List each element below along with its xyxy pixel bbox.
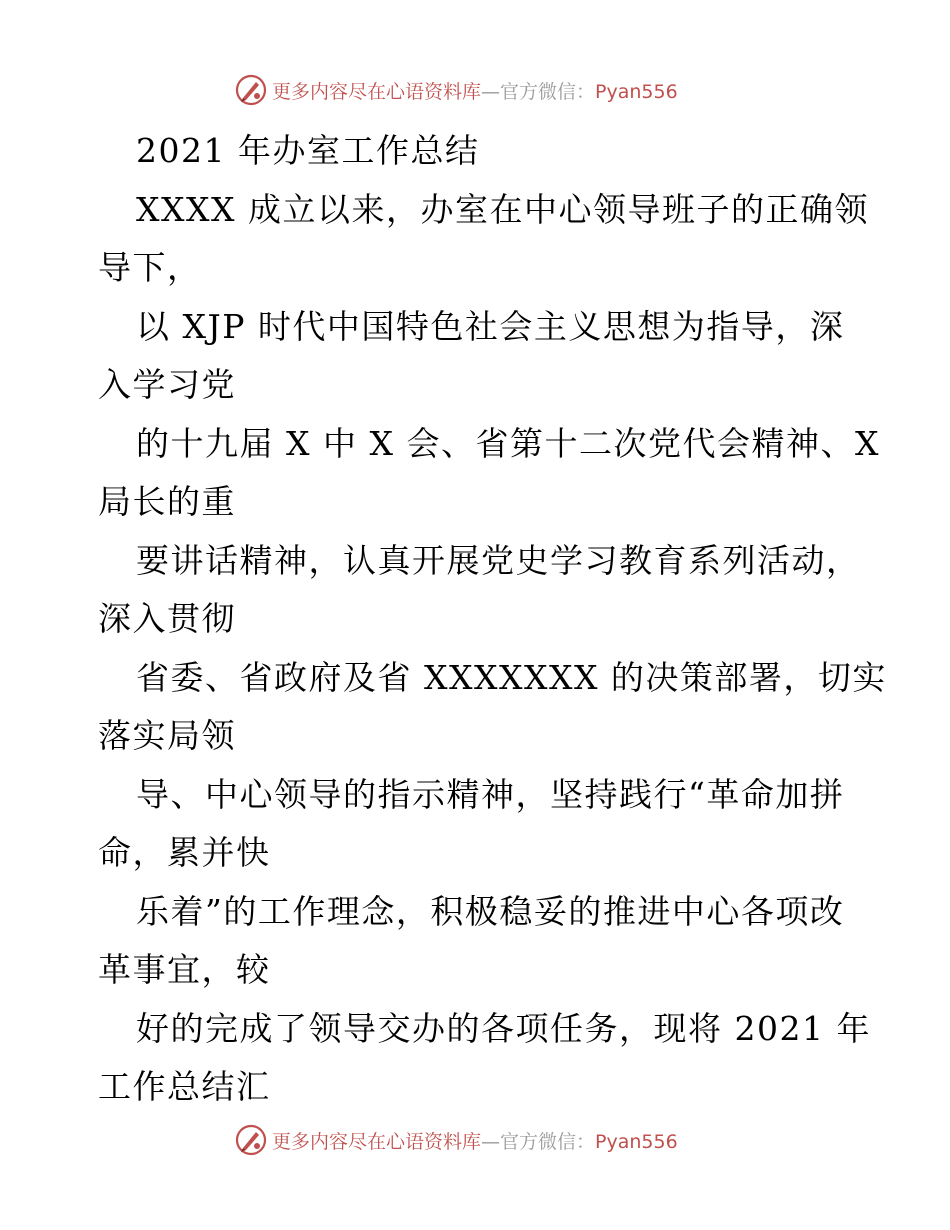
footer-wechat-id: Pyan556 xyxy=(595,1130,678,1153)
doc-line: 深入贯彻 xyxy=(98,599,236,638)
doc-line: 乐着”的工作理念，积极稳妥的推进中心各项改 xyxy=(136,891,845,931)
doc-line: XXXX 成立以来，办室在中心领导班子的正确领 xyxy=(136,189,869,229)
footer-banner xyxy=(234,1122,678,1158)
doc-line: 的十九届 X 中 X 会、省第十二次党代会精神、X xyxy=(136,423,880,463)
doc-line: 导、中心领导的指示精神，坚持践行“革命加拼 xyxy=(136,774,845,814)
doc-line: 革事宜，较 xyxy=(98,950,271,989)
doc-line: 省委、省政府及省 XXXXXXX 的决策部署，切实 xyxy=(136,657,887,697)
quill-pen-logo-icon xyxy=(234,73,268,107)
doc-line: 命，累并快 xyxy=(98,833,271,872)
doc-line: 入学习党 xyxy=(98,365,236,404)
header-banner xyxy=(234,72,678,108)
doc-line: 导下， xyxy=(98,248,202,287)
header-wechat-label: 官方微信： xyxy=(500,80,596,103)
footer-banner-text xyxy=(272,1127,678,1154)
doc-line: 以 XJP 时代中国特色社会主义思想为指导，深 xyxy=(136,306,845,346)
doc-line: 落实局领 xyxy=(98,716,236,755)
document-body xyxy=(98,122,887,1117)
doc-title: 2021 年办室工作总结 xyxy=(136,131,480,170)
header-banner-text xyxy=(272,77,678,104)
doc-line: 工作总结汇 xyxy=(98,1067,271,1106)
footer-dash: — xyxy=(481,1130,501,1153)
quill-pen-logo-icon xyxy=(234,1123,268,1157)
footer-wechat-label: 官方微信： xyxy=(500,1130,596,1153)
header-site-text: 更多内容尽在心语资料库 xyxy=(272,80,482,103)
doc-line: 好的完成了领导交办的各项任务，现将 2021 年 xyxy=(136,1008,871,1048)
doc-line: 局长的重 xyxy=(98,482,236,521)
footer-site-text: 更多内容尽在心语资料库 xyxy=(272,1130,482,1153)
doc-line: 要讲话精神，认真开展党史学习教育系列活动， xyxy=(136,540,861,580)
header-wechat-id: Pyan556 xyxy=(595,80,678,103)
header-dash: — xyxy=(481,80,501,103)
